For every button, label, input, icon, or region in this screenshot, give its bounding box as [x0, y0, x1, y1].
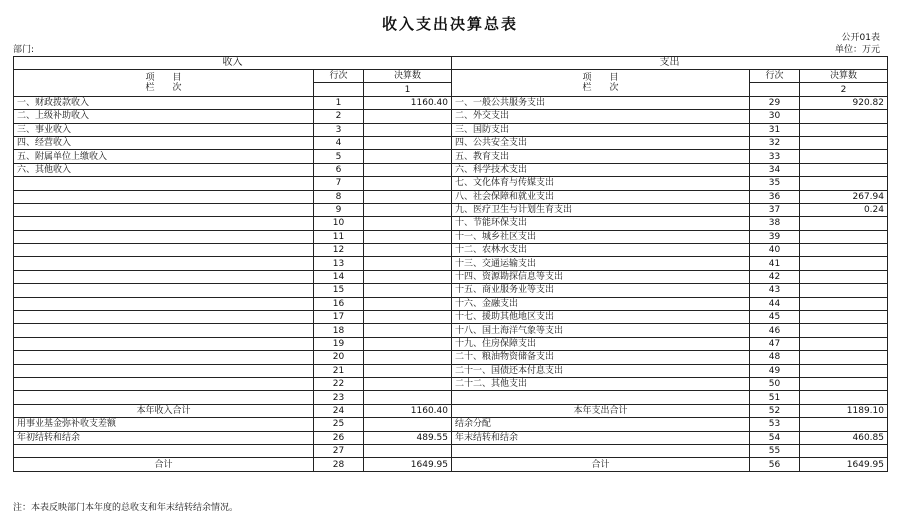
income-row-no-cell: 25 [314, 418, 364, 431]
expense-amount-cell [800, 311, 888, 324]
income-row-no-cell: 19 [314, 337, 364, 350]
income-item-cell [14, 391, 314, 404]
income-group-header: 收入 [14, 57, 452, 70]
income-item-cell [14, 444, 314, 457]
report-title: 收入支出决算总表 [381, 15, 518, 33]
table-row [14, 444, 888, 457]
expense-item-cell: 十一、城乡社区支出 [452, 230, 750, 243]
expense-amount-cell [800, 257, 888, 270]
income-row-no-cell: 16 [314, 297, 364, 310]
expense-row-no-cell: 38 [750, 217, 800, 230]
income-row-no-cell: 2 [314, 110, 364, 123]
expense-row-no-cell: 42 [750, 270, 800, 283]
income-amount-cell: 489.55 [364, 431, 452, 444]
income-row-no-cell: 22 [314, 377, 364, 390]
income-row-no-cell: 3 [314, 123, 364, 136]
income-item-cell [14, 257, 314, 270]
expense-item-cell: 八、社会保障和就业支出 [452, 190, 750, 203]
expense-row-no-cell: 44 [750, 297, 800, 310]
table-row [14, 217, 888, 230]
expense-item-cell: 结余分配 [452, 418, 750, 431]
expense-item-cell: 十、节能环保支出 [452, 217, 750, 230]
unit-line [13, 42, 880, 54]
expense-amount-cell [800, 123, 888, 136]
expense-item-cell: 一、一般公共服务支出 [452, 96, 750, 109]
income-row-no-cell: 26 [314, 431, 364, 444]
income-item-cell [14, 377, 314, 390]
table-row [14, 458, 888, 471]
expense-amount-cell [800, 364, 888, 377]
expense-row-no-cell: 56 [750, 458, 800, 471]
income-item-cell [14, 364, 314, 377]
income-amount-cell: 1160.40 [364, 404, 452, 417]
expense-amount-cell [800, 337, 888, 350]
income-amount-cell [364, 444, 452, 457]
income-amount-cell [364, 244, 452, 257]
form-number: 公开01表 [841, 33, 880, 43]
table-row [14, 123, 888, 136]
income-row-no-cell: 9 [314, 203, 364, 216]
income-amount-cell [364, 177, 452, 190]
expense-amount-cell [800, 244, 888, 257]
income-amount-cell [364, 203, 452, 216]
income-row-no-header: 行次 [314, 70, 364, 83]
table-row [14, 324, 888, 337]
expense-row-no-cell: 52 [750, 404, 800, 417]
expense-row-no-cell: 29 [750, 96, 800, 109]
table-row [14, 190, 888, 203]
expense-amount-cell [800, 418, 888, 431]
table-row [14, 337, 888, 350]
income-amount-cell [364, 230, 452, 243]
expense-row-no-cell: 31 [750, 123, 800, 136]
table-row [14, 351, 888, 364]
expense-amount-cell [800, 163, 888, 176]
income-amount-cell [364, 150, 452, 163]
expense-item-label: 项 目 [582, 72, 619, 83]
income-amount-cell [364, 190, 452, 203]
income-row-no-cell: 28 [314, 458, 364, 471]
income-row-no-cell: 12 [314, 244, 364, 257]
expense-amount-cell: 920.82 [800, 96, 888, 109]
income-amount-cell [364, 297, 452, 310]
expense-item-cell: 二十二、其他支出 [452, 377, 750, 390]
income-item-cell: 合计 [14, 458, 314, 471]
table-row [14, 110, 888, 123]
income-amount-cell [364, 364, 452, 377]
table-row [14, 311, 888, 324]
expense-amount-cell [800, 110, 888, 123]
expense-item-cell: 五、教育支出 [452, 150, 750, 163]
table-row [14, 297, 888, 310]
expense-item-cell: 十八、国土海洋气象等支出 [452, 324, 750, 337]
income-item-cell: 三、事业收入 [14, 123, 314, 136]
expense-item-cell: 二、外交支出 [452, 110, 750, 123]
income-item-cell: 一、财政拨款收入 [14, 96, 314, 109]
expense-item-header [452, 70, 750, 97]
income-amount-cell [364, 418, 452, 431]
expense-row-no-cell: 51 [750, 391, 800, 404]
income-row-no-cell: 6 [314, 163, 364, 176]
table-row [14, 364, 888, 377]
income-item-cell: 四、经营收入 [14, 136, 314, 149]
expense-row-no-cell: 53 [750, 418, 800, 431]
expense-amount-cell: 460.85 [800, 431, 888, 444]
expense-item-cell: 本年支出合计 [452, 404, 750, 417]
expense-amount-cell: 1189.10 [800, 404, 888, 417]
income-row-no-cell: 17 [314, 311, 364, 324]
group-header-row [14, 57, 888, 70]
table-row [14, 177, 888, 190]
income-amount-cell [364, 337, 452, 350]
expense-item-cell: 九、医疗卫生与计划生育支出 [452, 203, 750, 216]
expense-amount-cell [800, 391, 888, 404]
income-row-no-blank [314, 83, 364, 96]
expense-amount-cell [800, 177, 888, 190]
income-item-cell: 本年收入合计 [14, 404, 314, 417]
expense-item-cell: 十九、住房保障支出 [452, 337, 750, 350]
expense-row-no-cell: 46 [750, 324, 800, 337]
expense-col-number: 2 [800, 83, 888, 96]
income-item-cell [14, 177, 314, 190]
expense-row-no-cell: 48 [750, 351, 800, 364]
income-amount-cell [364, 163, 452, 176]
income-item-cell: 二、上级补助收入 [14, 110, 314, 123]
income-row-no-cell: 21 [314, 364, 364, 377]
table-row [14, 284, 888, 297]
expense-item-cell: 年末结转和结余 [452, 431, 750, 444]
expense-column-label: 栏 次 [582, 82, 619, 93]
table-row [14, 96, 888, 109]
expense-row-no-cell: 40 [750, 244, 800, 257]
income-row-no-cell: 14 [314, 270, 364, 283]
income-amount-cell [364, 351, 452, 364]
expense-item-cell: 十五、商业服务业等支出 [452, 284, 750, 297]
income-amount-cell: 1160.40 [364, 96, 452, 109]
table-row [14, 230, 888, 243]
expense-amount-cell [800, 284, 888, 297]
expense-item-cell: 四、公共安全支出 [452, 136, 750, 149]
expense-item-cell: 十三、交通运输支出 [452, 257, 750, 270]
expense-item-cell: 十二、农林水支出 [452, 244, 750, 257]
expense-row-no-cell: 41 [750, 257, 800, 270]
income-item-cell [14, 203, 314, 216]
table-row [14, 244, 888, 257]
expense-amount-cell [800, 297, 888, 310]
income-item-cell [14, 337, 314, 350]
income-item-cell [14, 284, 314, 297]
expense-row-no-cell: 50 [750, 377, 800, 390]
income-item-cell [14, 351, 314, 364]
expense-row-no-blank [750, 83, 800, 96]
income-amount-cell: 1649.95 [364, 458, 452, 471]
column-header-row [14, 70, 888, 83]
income-item-cell: 用事业基金弥补收支差额 [14, 418, 314, 431]
expense-item-cell: 十四、资源勘探信息等支出 [452, 270, 750, 283]
table-row [14, 203, 888, 216]
expense-amount-cell: 1649.95 [800, 458, 888, 471]
expense-item-cell: 二十一、国债还本付息支出 [452, 364, 750, 377]
income-item-cell [14, 217, 314, 230]
expense-row-no-cell: 37 [750, 203, 800, 216]
income-amount-cell [364, 123, 452, 136]
expense-row-no-cell: 47 [750, 337, 800, 350]
income-row-no-cell: 10 [314, 217, 364, 230]
income-item-cell: 六、其他收入 [14, 163, 314, 176]
income-item-cell [14, 230, 314, 243]
expense-row-no-cell: 33 [750, 150, 800, 163]
expense-row-no-cell: 32 [750, 136, 800, 149]
expense-item-cell: 十六、金融支出 [452, 297, 750, 310]
income-item-header [14, 70, 314, 97]
expense-row-no-cell: 30 [750, 110, 800, 123]
income-amount-cell [364, 311, 452, 324]
expense-item-cell: 六、科学技术支出 [452, 163, 750, 176]
footnote: 注：本表反映部门本年度的总收支和年末结转结余情况。 [13, 503, 239, 513]
table-row [14, 257, 888, 270]
expense-row-no-cell: 49 [750, 364, 800, 377]
income-col-number: 1 [364, 83, 452, 96]
department-label: 部门: [13, 45, 35, 55]
expense-amount-cell [800, 150, 888, 163]
income-amount-cell [364, 136, 452, 149]
income-row-no-cell: 13 [314, 257, 364, 270]
expense-amount-cell [800, 270, 888, 283]
expense-amount-cell [800, 377, 888, 390]
income-row-no-cell: 24 [314, 404, 364, 417]
expense-row-no-header: 行次 [750, 70, 800, 83]
table-row [14, 404, 888, 417]
expense-item-cell: 二十、粮油物资储备支出 [452, 351, 750, 364]
expense-row-no-cell: 45 [750, 311, 800, 324]
income-row-no-cell: 11 [314, 230, 364, 243]
table-row [14, 418, 888, 431]
income-item-cell [14, 324, 314, 337]
income-amount-cell [364, 284, 452, 297]
expense-amount-cell [800, 351, 888, 364]
income-row-no-cell: 18 [314, 324, 364, 337]
table-row [14, 377, 888, 390]
table-row [14, 270, 888, 283]
income-amount-cell [364, 377, 452, 390]
income-amount-cell [364, 110, 452, 123]
income-amount-cell [364, 270, 452, 283]
income-item-cell [14, 297, 314, 310]
expense-group-header: 支出 [452, 57, 888, 70]
income-item-cell: 年初结转和结余 [14, 431, 314, 444]
income-amount-cell [364, 391, 452, 404]
income-amount-header: 决算数 [364, 70, 452, 83]
expense-item-cell [452, 444, 750, 457]
income-amount-cell [364, 217, 452, 230]
income-row-no-cell: 8 [314, 190, 364, 203]
expense-item-cell: 十七、援助其他地区支出 [452, 311, 750, 324]
expense-amount-cell: 0.24 [800, 203, 888, 216]
expense-amount-cell [800, 136, 888, 149]
income-row-no-cell: 23 [314, 391, 364, 404]
income-item-cell [14, 190, 314, 203]
income-item-cell [14, 311, 314, 324]
income-column-label: 栏 次 [145, 82, 182, 93]
income-row-no-cell: 4 [314, 136, 364, 149]
table-row [14, 150, 888, 163]
expense-amount-cell [800, 324, 888, 337]
income-row-no-cell: 20 [314, 351, 364, 364]
income-row-no-cell: 27 [314, 444, 364, 457]
income-row-no-cell: 7 [314, 177, 364, 190]
expense-row-no-cell: 39 [750, 230, 800, 243]
expense-row-no-cell: 43 [750, 284, 800, 297]
expense-row-no-cell: 54 [750, 431, 800, 444]
income-item-cell [14, 270, 314, 283]
table-row [14, 431, 888, 444]
expense-amount-cell [800, 444, 888, 457]
expense-item-cell [452, 391, 750, 404]
income-expense-table [13, 56, 888, 472]
expense-item-cell: 三、国防支出 [452, 123, 750, 136]
income-item-label: 项 目 [145, 72, 182, 83]
income-row-no-cell: 5 [314, 150, 364, 163]
expense-amount-cell: 267.94 [800, 190, 888, 203]
income-row-no-cell: 15 [314, 284, 364, 297]
table-body [14, 96, 888, 471]
income-item-cell: 五、附属单位上缴收入 [14, 150, 314, 163]
money-unit-label: 单位：万元 [834, 45, 880, 55]
income-amount-cell [364, 257, 452, 270]
expense-amount-cell [800, 230, 888, 243]
income-row-no-cell: 1 [314, 96, 364, 109]
expense-row-no-cell: 34 [750, 163, 800, 176]
expense-row-no-cell: 55 [750, 444, 800, 457]
expense-amount-header: 决算数 [800, 70, 888, 83]
table-row [14, 136, 888, 149]
income-item-cell [14, 244, 314, 257]
income-amount-cell [364, 324, 452, 337]
expense-row-no-cell: 36 [750, 190, 800, 203]
expense-item-cell: 七、文化体育与传媒支出 [452, 177, 750, 190]
expense-item-cell: 合计 [452, 458, 750, 471]
table-row [14, 163, 888, 176]
table-row [14, 391, 888, 404]
expense-amount-cell [800, 217, 888, 230]
expense-row-no-cell: 35 [750, 177, 800, 190]
